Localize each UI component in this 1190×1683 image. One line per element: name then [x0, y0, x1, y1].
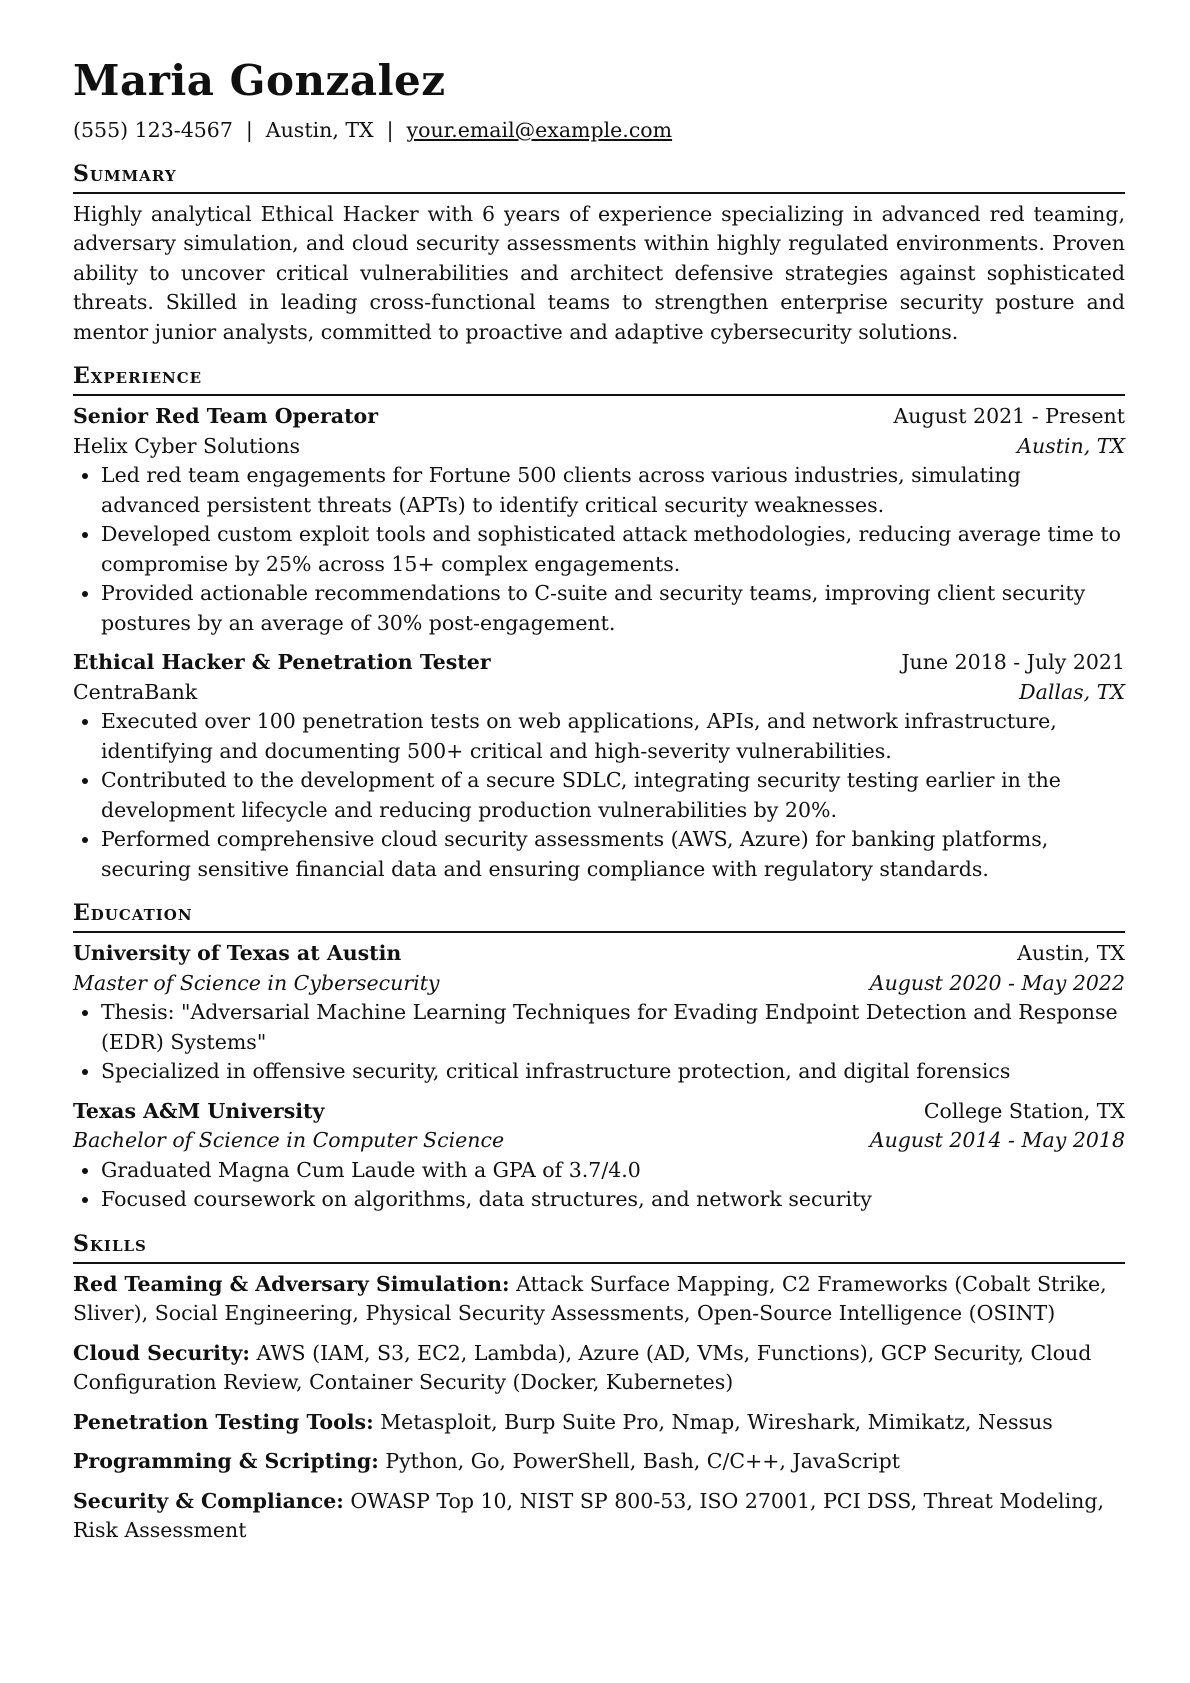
skill-group	[73, 1408, 1125, 1438]
experience-section	[73, 361, 1125, 884]
education-entry	[73, 939, 1125, 1087]
contact-separator: |	[386, 118, 394, 142]
bullet-item: • Focused coursework on algorithms, data structures, and network security	[101, 1185, 1125, 1215]
skill-items: Python, Go, PowerShell, Bash, C/C++, JavaScript	[385, 1449, 900, 1473]
skill-label: Penetration Testing Tools:	[73, 1409, 374, 1434]
school-name: Texas A&M University	[73, 1098, 325, 1123]
job-company: Helix Cyber Solutions	[73, 433, 301, 458]
bullet-item: • Performed comprehensive cloud security assessments (AWS, Azure) for banking platforms, securing sensitive financial data and ensuring compliance with regulatory standards.	[101, 825, 1125, 884]
section-title-experience: Experience	[73, 361, 1125, 396]
candidate-name: Maria Gonzalez	[73, 56, 446, 105]
education-entry	[73, 1097, 1125, 1215]
skill-group	[73, 1487, 1125, 1546]
contact-line	[73, 116, 1125, 146]
school-location: Austin, TX	[1017, 941, 1125, 965]
bullet-item: • Specialized in offensive security, critical infrastructure protection, and digital forensics	[101, 1057, 1125, 1087]
skill-items: AWS (IAM, S3, EC2, Lambda), Azure (AD, VMs, Functions), GCP Security, Cloud Configuration Review, Container Security (Docker, Kubernetes)	[73, 1340, 1092, 1394]
job-location: Dallas, TX	[1019, 679, 1125, 704]
skill-label: Red Teaming & Adversary Simulation:	[73, 1271, 510, 1296]
job-entry	[73, 648, 1125, 884]
skill-group	[73, 1339, 1125, 1398]
job-location: Austin, TX	[1017, 433, 1125, 458]
job-dates: August 2021 - Present	[893, 404, 1125, 428]
job-entry	[73, 402, 1125, 638]
section-title-summary: Summary	[73, 159, 1125, 194]
school-location: College Station, TX	[923, 1098, 1125, 1123]
job-dates: June 2018 - July 2021	[901, 650, 1125, 674]
bullet-item: • Led red team engagements for Fortune 500 clients across various industries, simulating advanced persistent threats (APTs) to identify critical security weaknesses.	[101, 461, 1125, 520]
degree-name: Master of Science in Cybersecurity	[73, 970, 440, 995]
bullet-item: • Provided actionable recommendations to C-suite and security teams, improving client security postures by an average of 30% post-engagement.	[101, 579, 1125, 638]
skill-items: Attack Surface Mapping, C2 Frameworks (Cobalt Strike, Sliver), Social Engineering, Physical Security Assessments, Open-Source Intelligence (OSINT)	[73, 1271, 1107, 1325]
education-section	[73, 898, 1125, 1215]
degree-name: Bachelor of Science in Computer Science	[73, 1128, 505, 1152]
job-role: Senior Red Team Operator	[73, 404, 379, 428]
education-bullets	[73, 1156, 1125, 1215]
skill-items: OWASP Top 10, NIST SP 800-53, ISO 27001, PCI DSS, Threat Modeling, Risk Assessment	[73, 1488, 1104, 1542]
education-dates: August 2020 - May 2022	[869, 970, 1125, 995]
summary-text: Highly analytical Ethical Hacker with 6 years of experience specializing in advanced red teaming, adversary simulation, and cloud security assessments within highly regulated environments. Proven ability to uncover critical vulnerabilities and architect defensive strategies against sophisticated threats. Skilled in leading cross-functional teams to strengthen enterprise security posture and mentor junior analysts, committed to proactive and adaptive cybersecurity solutions.	[73, 201, 1125, 344]
skill-items: Metasploit, Burp Suite Pro, Nmap, Wireshark, Mimikatz, Nessus	[380, 1409, 1053, 1434]
job-bullets	[73, 461, 1125, 638]
email-link[interactable]: your.email@example.com	[406, 118, 673, 142]
bullet-item: • Developed custom exploit tools and sophisticated attack methodologies, reducing average time to compromise by 25% across 15+ complex engagements.	[101, 520, 1125, 579]
section-title-skills: Skills	[73, 1229, 1125, 1264]
skill-label: Cloud Security:	[73, 1340, 250, 1365]
skill-group	[73, 1270, 1125, 1329]
bullet-item: • Contributed to the development of a secure SDLC, integrating security testing earlier in the development lifecycle and reducing production vulnerabilities by 20%.	[101, 766, 1125, 825]
school-name: University of Texas at Austin	[73, 941, 402, 965]
skills-section	[73, 1229, 1125, 1546]
bullet-item: • Graduated Magna Cum Laude with a GPA of 3.7/4.0	[101, 1156, 1125, 1186]
job-role: Ethical Hacker & Penetration Tester	[73, 650, 491, 674]
job-company: CentraBank	[73, 679, 198, 704]
skill-label: Programming & Scripting:	[73, 1449, 379, 1473]
contact-separator: |	[245, 118, 253, 142]
contact-location: Austin, TX	[265, 118, 374, 142]
bullet-item: • Thesis: "Adversarial Machine Learning Techniques for Evading Endpoint Detection and Response (EDR) Systems"	[101, 998, 1125, 1057]
phone-number: (555) 123-4567	[73, 118, 233, 142]
education-dates: August 2014 - May 2018	[869, 1128, 1125, 1152]
education-bullets	[73, 998, 1125, 1087]
skill-group	[73, 1447, 1125, 1477]
section-title-education: Education	[73, 898, 1125, 933]
resume-page	[73, 56, 1125, 1560]
skill-label: Security & Compliance:	[73, 1488, 344, 1513]
job-bullets	[73, 707, 1125, 884]
bullet-item: • Executed over 100 penetration tests on web applications, APIs, and network infrastructure, identifying and documenting 500+ critical and high-severity vulnerabilities.	[101, 707, 1125, 766]
summary-section	[73, 159, 1125, 348]
